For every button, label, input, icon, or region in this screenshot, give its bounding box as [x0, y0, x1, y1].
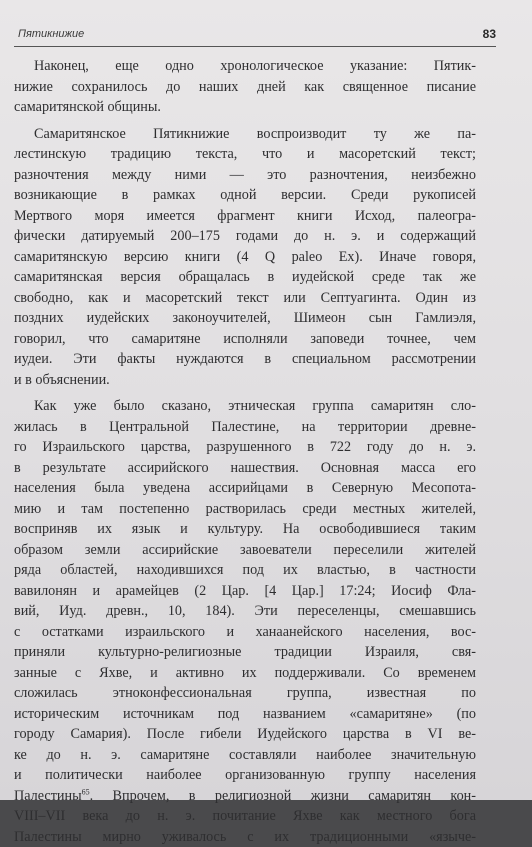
- text-line: самаритянская версия обращалась в иудейской среде так же: [14, 267, 476, 288]
- page-number: 83: [483, 27, 496, 41]
- paragraph-2: [14, 124, 476, 391]
- text-line: самаритянской общины.: [14, 97, 476, 118]
- text-line: населения была уведена ассирийцами в Северную Месопота-: [14, 478, 476, 499]
- text-fragment: . Впрочем, в религиозной жизни самаритян кон-: [90, 788, 476, 804]
- body-text: [14, 56, 476, 847]
- text-line: го Израильского царства, разрушенного в 722 году до н. э.: [14, 437, 476, 458]
- paragraph-1: [14, 56, 476, 118]
- text-line: возникающие в рамках одной версии. Среди рукописей: [14, 185, 476, 206]
- text-line: и в объяснении.: [14, 370, 476, 391]
- text-line: Мертвого моря имеется фрагмент книги Исход, палеогра-: [14, 206, 476, 227]
- text-line: фически датируемый 200–175 годами до н. э. и содержащий: [14, 226, 476, 247]
- page-header: [14, 28, 496, 47]
- text-line: городу Самария). После гибели Иудейского царства в VI ве-: [14, 724, 476, 745]
- text-line: иудеи. Эти факты нуждаются в специальном рассмотрении: [14, 349, 476, 370]
- text-line: вий, Иуд. древн., 10, 184). Эти переселенцы, смешавшись: [14, 601, 476, 622]
- text-line: занные с Яхве, и активно их поддерживали. Со временем: [14, 663, 476, 684]
- text-line: сложилась этноконфессиональная группа, известная по: [14, 683, 476, 704]
- text-line: лестинскую традицию текста, что и масоретский текст;: [14, 144, 476, 165]
- text-line: историческим источникам под названием «самаритяне» (по: [14, 704, 476, 725]
- text-line: [14, 786, 476, 807]
- text-line: и политически наиболее организованную группу населения: [14, 765, 476, 786]
- text-line: приняли культурно-религиозные традиции Израиля, свя-: [14, 642, 476, 663]
- text-line: разночтения между ними — это разночтения, неизбежно: [14, 165, 476, 186]
- text-line: ряда областей, находившихся под их властью, в частности: [14, 560, 476, 581]
- text-line: свободно, как и масоретский текст или Септуагинта. Один из: [14, 288, 476, 309]
- text-line: Палестины мирно уживалось с их традиционными «языче-: [14, 827, 476, 847]
- text-line: с остатками израильского и ханаанейского населения, вос-: [14, 622, 476, 643]
- text-line: нижие сохранилось до наших дней как священное писание: [14, 77, 476, 98]
- text-line: VIII–VII века до н. э. почитание Яхве как местного бога: [14, 806, 476, 827]
- running-head: Пятикнижие: [18, 28, 84, 40]
- text-line: Как уже было сказано, этническая группа самаритян сло-: [14, 396, 476, 417]
- text-line: ке до н. э. самаритяне составляли наиболее значительную: [14, 745, 476, 766]
- text-line: восприняв их язык и культуру. На освободившиеся таким: [14, 519, 476, 540]
- footnote-ref: 65: [82, 787, 90, 796]
- text-line: мию и там постепенно растворилась среди местных жителей,: [14, 499, 476, 520]
- text-line: вавилонян и арамейцев (2 Цар. [4 Цар.] 17:24; Иосиф Фла-: [14, 581, 476, 602]
- text-fragment: Палестины: [14, 788, 82, 804]
- paragraph-3: [14, 396, 476, 847]
- text-line: Наконец, еще одно хронологическое указание: Пятик-: [14, 56, 476, 77]
- text-line: образом земли ассирийские завоеватели переселили жителей: [14, 540, 476, 561]
- text-line: самаритянскую версию книги (4 Q paleo Ex). Иначе говоря,: [14, 247, 476, 268]
- text-line: жилась в Центральной Палестине, на территории древне-: [14, 417, 476, 438]
- text-line: поздних иудейских законоучителей, Шимеон сын Гамлиэля,: [14, 308, 476, 329]
- text-line: говорил, что самаритяне исполняли заповеди точнее, чем: [14, 329, 476, 350]
- text-line: Самаритянское Пятикнижие воспроизводит ту же па-: [14, 124, 476, 145]
- text-line: в результате ассирийского нашествия. Основная масса его: [14, 458, 476, 479]
